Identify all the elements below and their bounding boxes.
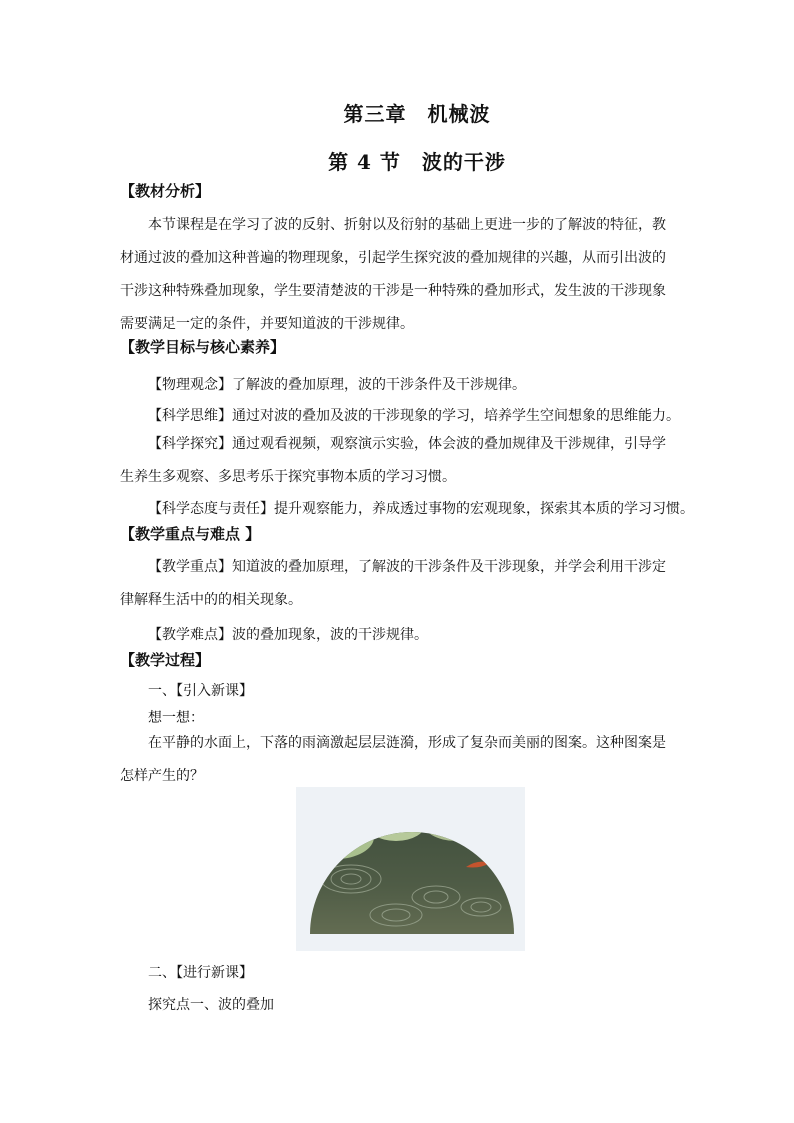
step-introduce: 一、【引入新课】 bbox=[148, 683, 253, 699]
goal-thinking: 【科学思维】通过对波的叠加及波的干涉现象的学习，培养学生空间想象的思维能力。 bbox=[148, 408, 680, 424]
raindrop-ripples-photo bbox=[296, 787, 525, 951]
heading-goals: 【教学目标与核心素养】 bbox=[120, 338, 286, 356]
step-new-lesson: 二、【进行新课】 bbox=[148, 965, 253, 981]
think-label: 想一想： bbox=[148, 710, 204, 726]
key-point: 【教学重点】知道波的叠加原理，了解波的干涉条件及干涉现象，并学会利用干涉定律解释生活中的的相关现象。 bbox=[120, 559, 666, 608]
heading-process: 【教学过程】 bbox=[120, 651, 211, 669]
goal-inquiry: 【科学探究】通过观看视频，观察演示实验，体会波的叠加规律及干涉规律，引导学生养生多观察、多思考乐于探究事物本质的学习习惯。 bbox=[120, 436, 666, 485]
difficult-point: 【教学难点】波的叠加现象，波的干涉规律。 bbox=[148, 627, 428, 643]
ripples-illustration bbox=[296, 787, 525, 951]
section-title: 第 4 节 波的干涉 bbox=[328, 150, 506, 174]
explore-point-1: 探究点一、波的叠加 bbox=[148, 997, 274, 1013]
heading-key-difficult: 【教学重点与难点 】 bbox=[120, 525, 261, 543]
goal-physics: 【物理观念】了解波的叠加原理，波的干涉条件及干涉规律。 bbox=[148, 377, 526, 393]
chapter-title: 第三章 机械波 bbox=[343, 102, 491, 126]
goal-attitude: 【科学态度与责任】提升观察能力，养成透过事物的宏观现象，探索其本质的学习习惯。 bbox=[148, 501, 694, 517]
question-paragraph: 在平静的水面上，下落的雨滴激起层层涟漪，形成了复杂而美丽的图案。这种图案是怎样产生的？ bbox=[120, 735, 666, 784]
material-analysis-paragraph: 本节课程是在学习了波的反射、折射以及衍射的基础上更进一步的了解波的特征，教材通过波的叠加这种普遍的物理现象，引起学生探究波的叠加规律的兴趣，从而引出波的干涉这种特殊叠加现象，学生要清楚波的干涉是一种特殊的叠加形式，发生波的干涉现象需要满足一定的条件，并要知道波的干涉规律。 bbox=[120, 217, 666, 332]
heading-material-analysis: 【教材分析】 bbox=[120, 182, 211, 200]
